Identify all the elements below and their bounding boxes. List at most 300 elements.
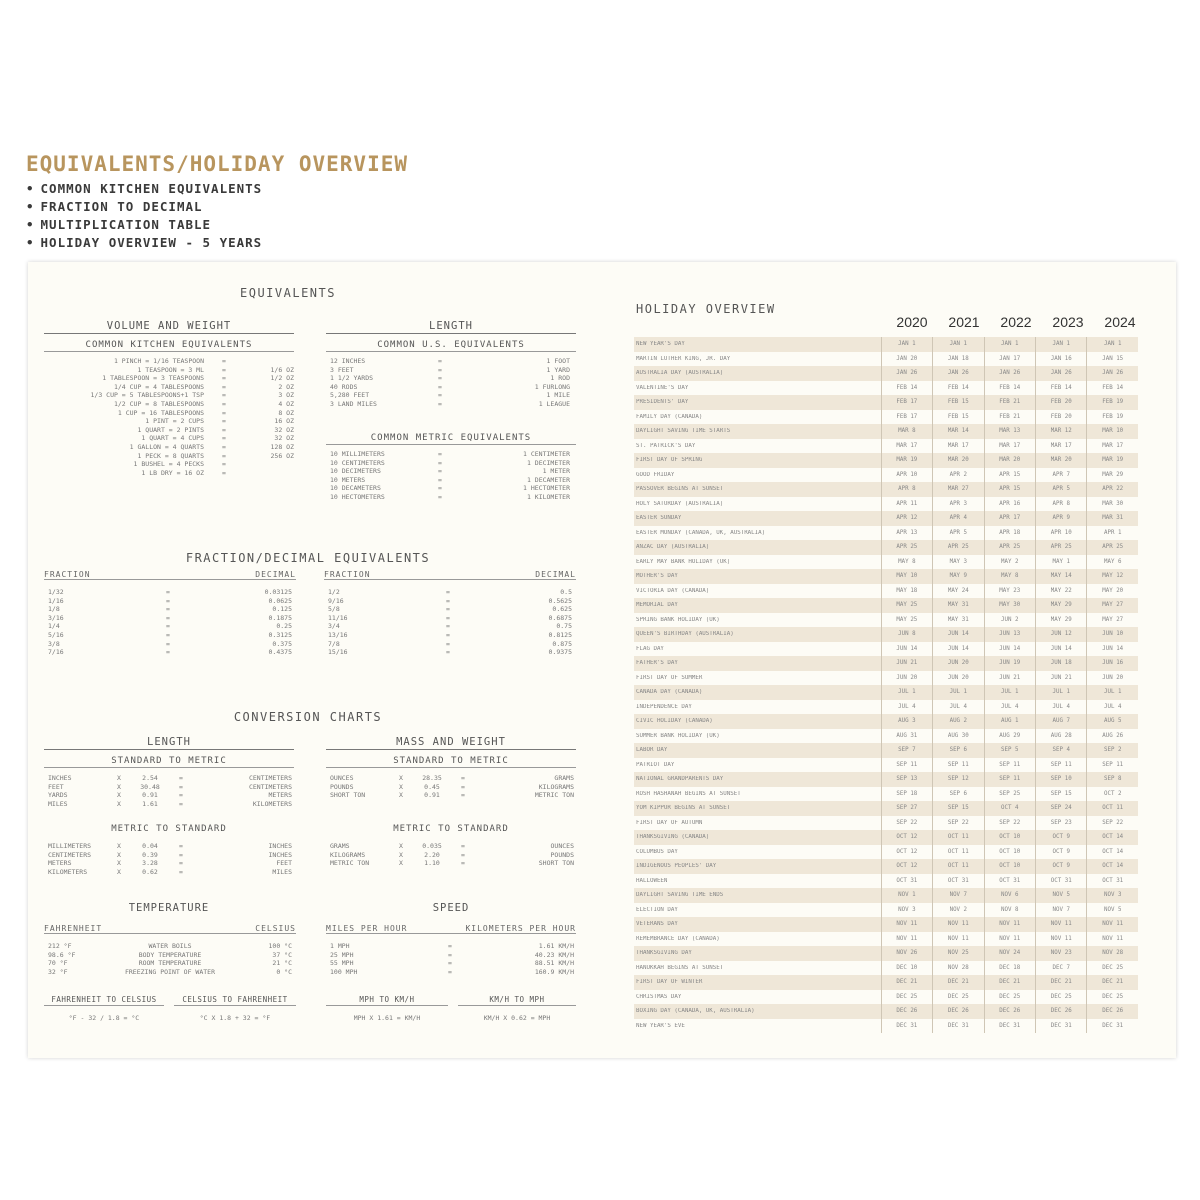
holiday-row <box>634 758 1138 773</box>
holiday-date: OCT 14 <box>1086 830 1137 845</box>
table-cell: 0.0625 <box>268 596 292 605</box>
table-cell: 1/8 <box>48 605 60 614</box>
table-cell: X <box>399 850 403 859</box>
table-cell: YARDS <box>48 791 68 800</box>
holiday-date: FEB 15 <box>932 395 983 410</box>
table-cell: = <box>438 492 442 501</box>
table-row <box>48 868 292 877</box>
table-cell: 10 HECTOMETERS <box>330 492 385 501</box>
table-row <box>54 374 294 383</box>
table-row <box>330 859 574 868</box>
table-cell: 1 LEAGUE <box>538 399 570 408</box>
table-cell: X <box>117 842 121 850</box>
holiday-row <box>634 410 1138 425</box>
metric-equivalents-table <box>330 450 570 502</box>
table-cell: 25 MPH <box>330 950 354 959</box>
table-cell: = <box>446 622 450 631</box>
table-cell: 21 °C <box>272 959 292 968</box>
table-cell: = <box>179 782 183 791</box>
table-cell: 1/6 OZ <box>270 365 294 374</box>
table-cell: = <box>446 605 450 614</box>
holiday-date: JUN 14 <box>1035 642 1086 657</box>
holiday-date: DEC 21 <box>932 975 983 990</box>
holiday-date: JUN 2 <box>984 613 1035 628</box>
table-row <box>48 951 292 960</box>
page-header <box>26 152 408 252</box>
table-cell: SHORT TON <box>330 791 366 800</box>
holiday-date: JUN 20 <box>932 671 983 686</box>
holiday-date: JAN 18 <box>932 352 983 367</box>
holiday-date: SEP 11 <box>984 772 1035 787</box>
holiday-date: SEP 11 <box>1086 758 1137 773</box>
holiday-date: OCT 11 <box>932 859 983 874</box>
table-row <box>328 605 572 614</box>
table-cell: = <box>179 859 183 868</box>
kitchen-equivalents-title: COMMON KITCHEN EQUIVALENTS <box>44 340 294 352</box>
holiday-date: JUN 21 <box>984 671 1035 686</box>
holiday-date: MAY 18 <box>881 584 932 599</box>
table-cell: = <box>438 374 442 383</box>
table-cell: X <box>399 782 403 791</box>
table-cell: = <box>448 942 452 950</box>
holiday-date: JAN 26 <box>1086 366 1137 381</box>
holiday-date: MAR 27 <box>932 482 983 497</box>
table-cell: 1/16 <box>48 596 64 605</box>
table-cell: 11/16 <box>328 613 348 622</box>
holiday-date: NOV 11 <box>1035 917 1086 932</box>
table-cell: = <box>222 374 226 383</box>
holiday-date: OCT 31 <box>984 874 1035 889</box>
holiday-date: JUL 4 <box>932 700 983 715</box>
table-cell: = <box>438 357 442 365</box>
table-cell: 1 HECTOMETER <box>523 484 570 493</box>
holiday-row <box>634 671 1138 686</box>
table-row <box>54 452 294 461</box>
table-cell: = <box>438 450 442 458</box>
table-cell: 10 MILLIMETERS <box>330 450 385 458</box>
holiday-date: APR 22 <box>1086 482 1137 497</box>
holiday-date: FEB 14 <box>984 381 1035 396</box>
holiday-row <box>634 975 1138 990</box>
holiday-name: SPRING BANK HOLIDAY (UK) <box>636 616 720 623</box>
holiday-date: DEC 31 <box>1035 1019 1086 1034</box>
table-row <box>330 400 570 409</box>
holiday-date: SEP 13 <box>881 772 932 787</box>
holiday-row <box>634 584 1138 599</box>
holiday-date: FEB 21 <box>984 410 1035 425</box>
table-cell: 0.375 <box>272 639 292 648</box>
f-to-c-formula <box>44 1014 164 1022</box>
holiday-name: PASSOVER BEGINS AT SUNSET <box>636 486 724 493</box>
holiday-date: SEP 2 <box>1086 743 1137 758</box>
holiday-date: DEC 26 <box>1086 1004 1137 1019</box>
holiday-date: APR 16 <box>984 497 1035 512</box>
table-cell: = <box>179 850 183 859</box>
table-cell: 1/3 CUP = 5 TABLESPOONS+1 TSP <box>90 391 204 400</box>
holiday-name: NEW YEAR'S DAY <box>636 341 685 348</box>
holiday-date: DEC 25 <box>1086 990 1137 1005</box>
table-row <box>48 842 292 851</box>
holiday-row <box>634 555 1138 570</box>
table-cell: BODY TEMPERATURE <box>138 950 202 959</box>
table-row <box>330 968 574 977</box>
holiday-name: MOTHER'S DAY <box>636 573 678 580</box>
holiday-date: MAY 25 <box>881 613 932 628</box>
holiday-date: JUL 1 <box>1035 685 1086 700</box>
holiday-date: JUN 14 <box>984 642 1035 657</box>
table-cell: 3.28 <box>142 859 158 868</box>
table-cell: POUNDS <box>330 782 354 791</box>
holiday-date: NOV 6 <box>984 888 1035 903</box>
holiday-name: PRESIDENTS' DAY <box>636 399 689 406</box>
table-cell: = <box>461 850 465 859</box>
holiday-row <box>634 845 1138 860</box>
temperature-table <box>48 942 292 976</box>
holiday-date: APR 8 <box>1035 497 1086 512</box>
table-cell: = <box>448 959 452 968</box>
table-cell: X <box>399 842 403 850</box>
table-cell: X <box>399 774 403 782</box>
celsius-col-header: CELSIUS <box>255 924 296 933</box>
holiday-row <box>634 801 1138 816</box>
table-cell: 1/4 CUP = 4 TABLESPOONS <box>113 382 204 391</box>
mass-std-to-metric-table <box>330 774 574 800</box>
holiday-date: DEC 25 <box>984 990 1035 1005</box>
holiday-name: MARTIN LUTHER KING, JR. DAY <box>636 355 731 362</box>
table-cell: 3 OZ <box>278 391 294 400</box>
fraction-title: FRACTION/DECIMAL EQUIVALENTS <box>185 551 431 565</box>
table-cell: = <box>179 842 183 850</box>
table-cell: = <box>461 859 465 868</box>
table-cell: 1 CENTIMETER <box>523 450 570 458</box>
table-cell: = <box>222 451 226 460</box>
mass-weight-title: MASS AND WEIGHT <box>326 736 576 750</box>
holiday-date: MAY 29 <box>1035 613 1086 628</box>
holiday-date: OCT 12 <box>881 859 932 874</box>
feature-item: • HOLIDAY OVERVIEW - 5 YEARS <box>26 234 408 252</box>
table-cell: 32 OZ <box>274 425 294 434</box>
holiday-date: MAR 30 <box>1086 497 1137 512</box>
holiday-row <box>634 453 1138 468</box>
table-cell: = <box>438 365 442 374</box>
holiday-date: MAY 30 <box>984 598 1035 613</box>
holiday-row <box>634 337 1138 352</box>
table-cell: = <box>222 425 226 434</box>
holiday-row <box>634 627 1138 642</box>
holiday-date: FEB 20 <box>1035 395 1086 410</box>
table-cell: FEET <box>48 782 64 791</box>
table-cell: 1/2 <box>328 588 340 596</box>
table-cell: = <box>166 613 170 622</box>
holiday-date: AUG 2 <box>932 714 983 729</box>
table-cell: 1 DECIMETER <box>526 458 570 467</box>
equivalents-title: EQUIVALENTS <box>240 286 336 300</box>
table-cell: = <box>222 468 226 477</box>
holiday-row <box>634 468 1138 483</box>
fahrenheit-col-header: FAHRENHEIT <box>44 924 103 933</box>
holiday-name: CANADA DAY (CANADA) <box>636 689 703 696</box>
kmh-formula <box>458 1014 576 1022</box>
holiday-date: DEC 31 <box>932 1019 983 1034</box>
fraction-table-left <box>48 588 292 657</box>
holiday-row <box>634 888 1138 903</box>
table-cell: INCHES <box>268 850 292 859</box>
holiday-name: EASTER SUNDAY <box>636 515 682 522</box>
holiday-row <box>634 685 1138 700</box>
table-cell: = <box>179 799 183 808</box>
table-cell: X <box>117 774 121 782</box>
holiday-date: JUN 13 <box>984 627 1035 642</box>
table-row <box>328 588 572 597</box>
holiday-date: JAN 1 <box>881 337 932 352</box>
table-cell: 3 FEET <box>330 365 354 374</box>
table-cell: = <box>222 357 226 365</box>
holiday-date: APR 18 <box>984 526 1035 541</box>
table-row <box>54 426 294 435</box>
table-row <box>48 942 292 951</box>
holiday-date: SEP 6 <box>932 787 983 802</box>
holiday-date: OCT 12 <box>881 845 932 860</box>
table-row <box>330 450 570 459</box>
holiday-date: SEP 11 <box>932 758 983 773</box>
holiday-date: NOV 26 <box>881 946 932 961</box>
table-cell: = <box>179 867 183 876</box>
table-cell: 0.5 <box>560 588 572 596</box>
table-cell: MILES <box>48 799 68 808</box>
table-cell: 1 DECAMETER <box>526 475 570 484</box>
holiday-date: DEC 18 <box>984 961 1035 976</box>
holiday-date: NOV 8 <box>984 903 1035 918</box>
table-cell: KILOMETERS <box>252 799 292 808</box>
table-cell: METERS <box>268 791 292 800</box>
holiday-date: NOV 11 <box>984 917 1035 932</box>
table-cell: = <box>446 630 450 639</box>
holiday-date: JUN 16 <box>1086 656 1137 671</box>
holiday-date: SEP 11 <box>881 758 932 773</box>
mph-formula <box>326 1014 448 1022</box>
holiday-date: JUN 12 <box>1035 627 1086 642</box>
table-row <box>328 614 572 623</box>
holiday-date: APR 1 <box>1086 526 1137 541</box>
holiday-name: AUSTRALIA DAY (AUSTRALIA) <box>636 370 724 377</box>
table-cell: 1 TABLESPOON = 3 TEASPOONS <box>102 374 204 383</box>
fraction-table-right <box>328 588 572 657</box>
holiday-row <box>634 366 1138 381</box>
holiday-date: OCT 4 <box>984 801 1035 816</box>
kitchen-equivalents-table <box>54 357 294 477</box>
table-cell: 0.875 <box>552 639 572 648</box>
holiday-name: ELECTION DAY <box>636 906 678 913</box>
holiday-date: SEP 5 <box>984 743 1035 758</box>
holiday-date: NOV 5 <box>1035 888 1086 903</box>
holiday-date: APR 17 <box>984 511 1035 526</box>
holiday-date: JUL 1 <box>984 685 1035 700</box>
table-row <box>330 493 570 502</box>
decimal-col-header: DECIMAL <box>535 570 576 579</box>
holiday-date: JUN 19 <box>984 656 1035 671</box>
table-cell: 1 FURLONG <box>534 382 570 391</box>
table-cell: 0.1875 <box>268 613 292 622</box>
table-cell: 13/16 <box>328 630 348 639</box>
table-cell: WATER BOILS <box>148 942 192 950</box>
holiday-date: MAR 8 <box>881 424 932 439</box>
table-cell <box>244 469 294 478</box>
table-row <box>48 614 292 623</box>
table-cell: CENTIMETERS <box>248 782 292 791</box>
table-cell: 0.91 <box>424 791 440 800</box>
holiday-date: FEB 20 <box>1035 410 1086 425</box>
table-cell: METERS <box>48 859 72 868</box>
holiday-date: APR 8 <box>881 482 932 497</box>
holiday-date: JUN 14 <box>881 642 932 657</box>
holiday-date: JUN 20 <box>1086 671 1137 686</box>
holiday-date: MAR 31 <box>1086 511 1137 526</box>
table-row <box>48 597 292 606</box>
table-row <box>54 443 294 452</box>
holiday-date: MAY 24 <box>932 584 983 599</box>
table-row <box>48 851 292 860</box>
holiday-date: NOV 2 <box>932 903 983 918</box>
holiday-date: MAR 17 <box>881 439 932 454</box>
holiday-date: APR 4 <box>932 511 983 526</box>
table-cell: 0.45 <box>424 782 440 791</box>
table-cell: 1 1/2 YARDS <box>330 374 374 383</box>
holiday-row <box>634 787 1138 802</box>
holiday-date: NOV 11 <box>932 932 983 947</box>
holiday-date: MAY 9 <box>932 569 983 584</box>
holiday-date: DEC 25 <box>1086 961 1137 976</box>
holiday-date: NOV 24 <box>984 946 1035 961</box>
table-cell: 9/16 <box>328 596 344 605</box>
mass-metric-to-std-table <box>330 842 574 868</box>
table-cell: 10 CENTIMETERS <box>330 458 385 467</box>
table-cell: 5/8 <box>328 605 340 614</box>
holiday-date: NOV 11 <box>984 932 1035 947</box>
holiday-date: OCT 11 <box>932 830 983 845</box>
holiday-date: MAR 29 <box>1086 468 1137 483</box>
table-cell: 3 LAND MILES <box>330 399 377 408</box>
holiday-row <box>634 961 1138 976</box>
table-cell: = <box>446 588 450 596</box>
holiday-date: SEP 12 <box>932 772 983 787</box>
table-row <box>48 968 292 977</box>
holiday-name: VETERANS DAY <box>636 921 678 928</box>
holiday-date: JUN 20 <box>932 656 983 671</box>
table-row <box>330 459 570 468</box>
holiday-row <box>634 830 1138 845</box>
table-cell: 1 PECK = 8 QUARTS <box>137 451 204 460</box>
holiday-date: FEB 19 <box>1086 395 1137 410</box>
holiday-date: MAY 14 <box>1035 569 1086 584</box>
holiday-row <box>634 729 1138 744</box>
holiday-name: QUEEN'S BIRTHDAY (AUSTRALIA) <box>636 631 734 638</box>
feature-item: • COMMON KITCHEN EQUIVALENTS <box>26 180 408 198</box>
holiday-date: JUL 1 <box>1086 685 1137 700</box>
holiday-date: SEP 7 <box>881 743 932 758</box>
holiday-date: FEB 17 <box>881 410 932 425</box>
table-cell: 1/4 <box>48 622 60 631</box>
table-cell: = <box>461 842 465 850</box>
holiday-date: MAR 17 <box>984 439 1035 454</box>
table-row <box>330 467 570 476</box>
holiday-date: JUN 10 <box>1086 627 1137 642</box>
table-cell: = <box>438 467 442 476</box>
table-cell: 40 RODS <box>330 382 358 391</box>
table-cell: OUNCES <box>550 842 574 850</box>
holiday-date: MAY 8 <box>984 569 1035 584</box>
table-row <box>48 648 292 657</box>
holiday-row <box>634 990 1138 1005</box>
holiday-date: JAN 17 <box>984 352 1035 367</box>
holiday-name: MEMORIAL DAY <box>636 602 678 609</box>
holiday-date: APR 10 <box>1035 526 1086 541</box>
table-cell: 0.03125 <box>264 588 292 596</box>
table-cell: KILOGRAMS <box>330 850 366 859</box>
table-cell: 1/32 <box>48 588 64 596</box>
holiday-date: DEC 21 <box>984 975 1035 990</box>
table-cell: 0.75 <box>556 622 572 631</box>
table-cell: 4 OZ <box>278 399 294 408</box>
holiday-date: JUN 21 <box>1035 671 1086 686</box>
table-cell: 5/16 <box>48 630 64 639</box>
holiday-row <box>634 526 1138 541</box>
table-cell: KILOMETERS <box>48 867 88 876</box>
table-cell: 40.23 KM/H <box>534 950 574 959</box>
holiday-date: DEC 31 <box>1086 1019 1137 1034</box>
holiday-date: FEB 14 <box>881 381 932 396</box>
holiday-date: MAY 20 <box>1086 584 1137 599</box>
table-cell: = <box>461 782 465 791</box>
table-row <box>54 366 294 375</box>
holiday-date: JUN 18 <box>1035 656 1086 671</box>
holiday-date: MAY 22 <box>1035 584 1086 599</box>
table-cell: = <box>438 399 442 408</box>
holiday-date: SEP 8 <box>1086 772 1137 787</box>
table-cell: 1.61 <box>142 799 158 808</box>
holiday-date: OCT 10 <box>984 830 1035 845</box>
holiday-row <box>634 511 1138 526</box>
holiday-name: EARLY MAY BANK HOLIDAY (UK) <box>636 558 731 565</box>
holiday-date: OCT 9 <box>1035 830 1086 845</box>
table-cell: 0.125 <box>272 605 292 614</box>
holiday-table <box>634 337 1138 1033</box>
holiday-row <box>634 859 1138 874</box>
table-cell: 1 FOOT <box>546 357 570 365</box>
holiday-row <box>634 1004 1138 1019</box>
holiday-name: ST. PATRICK'S DAY <box>636 442 696 449</box>
holiday-date: DEC 31 <box>984 1019 1035 1034</box>
table-cell: 100 MPH <box>330 967 358 976</box>
holiday-date: NOV 7 <box>932 888 983 903</box>
holiday-date: JAN 1 <box>984 337 1035 352</box>
table-cell: = <box>222 382 226 391</box>
table-cell: 0.625 <box>552 605 572 614</box>
fraction-col-header: FRACTION <box>324 570 371 579</box>
year-headers <box>886 314 1146 330</box>
table-cell: 100 °C <box>268 942 292 950</box>
holiday-date: DEC 26 <box>881 1004 932 1019</box>
table-cell: 1 MPH <box>330 942 350 950</box>
table-cell: 5,280 FEET <box>330 391 370 400</box>
table-row <box>330 942 574 951</box>
table-cell: = <box>179 791 183 800</box>
holiday-name: FIRST DAY OF SUMMER <box>636 674 703 681</box>
table-row <box>48 622 292 631</box>
table-row <box>330 851 574 860</box>
table-cell: 7/8 <box>328 639 340 648</box>
holiday-date: APR 9 <box>1035 511 1086 526</box>
table-cell: 0.6875 <box>548 613 572 622</box>
